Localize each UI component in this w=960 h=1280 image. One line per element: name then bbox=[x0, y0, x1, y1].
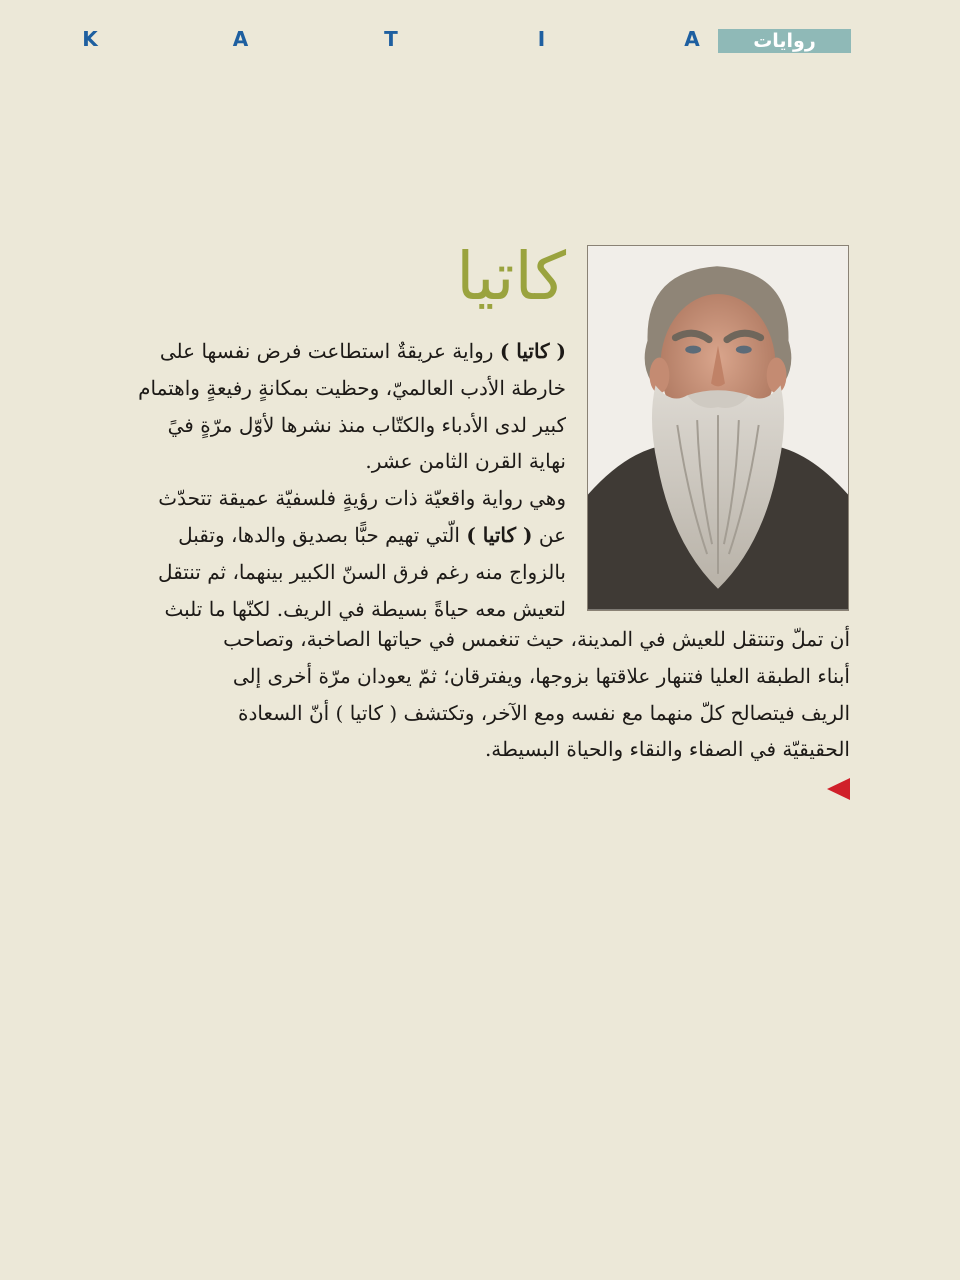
text-fragment: عن bbox=[532, 522, 566, 547]
red-triangle-end-icon bbox=[827, 778, 850, 800]
text-line: الريف فيتصالح كلّ منهما مع نفسه ومع الآخر، وتكتشف ( كاتيا ) أنّ السعادة bbox=[237, 700, 850, 725]
text-line: بالزواج منه رغم فرق السنّ الكبير بينهما، ثم تنتقل bbox=[157, 559, 566, 584]
book-name-bold: ( كاتيا ) bbox=[466, 522, 533, 547]
text-line bbox=[80, 333, 566, 370]
text-line: وهي رواية واقعيّة ذات رؤيةٍ فلسفيّة عميقة تتحدّث bbox=[158, 486, 566, 511]
header-letter: A bbox=[232, 27, 249, 51]
author-portrait-image bbox=[587, 245, 849, 611]
header-letter: A bbox=[684, 27, 700, 51]
text-line bbox=[80, 517, 566, 554]
text-line: نهاية القرن الثامن عشر. bbox=[365, 449, 566, 474]
text-line: أبناء الطبقة العليا فتنهار علاقتها بزوجها، ويفترقان؛ ثمّ يعودان مرّة أخرى إلى bbox=[232, 663, 850, 688]
header-letter: I bbox=[537, 27, 546, 51]
series-label: روايات bbox=[718, 29, 851, 53]
header-title-letters bbox=[80, 26, 702, 52]
text-line: خارطة الأدب العالميّ، وحظيت بمكانةٍ رفيعةٍ واهتمام bbox=[138, 375, 566, 400]
book-name-bold: ( كاتيا ) bbox=[499, 339, 566, 363]
book-title: كاتيا bbox=[456, 238, 566, 315]
description-paragraph-top bbox=[80, 333, 566, 627]
header-letter: K bbox=[82, 27, 98, 51]
header-letter: T bbox=[384, 27, 398, 51]
text-fragment: رواية عريقةٌ استطاعت فرض نفسها على bbox=[159, 339, 500, 363]
text-line: أن تملّ وتنتقل للعيش في المدينة، حيث تنغمس في حياتها الصاخبة، وتصاحب bbox=[223, 627, 850, 651]
description-paragraph-bottom bbox=[80, 621, 850, 768]
text-line: كبير لدى الأدباء والكتّاب منذ نشرها لأوّل مرّةٍ فيً bbox=[167, 412, 566, 437]
text-line: لتعيش معه حياةً بسيطة في الريف. لكنّها ما تلبث bbox=[164, 596, 566, 621]
text-line: الحقيقيّة في الصفاء والنقاء والحياة البسيطة. bbox=[484, 737, 850, 762]
text-fragment: الّتي تهيم حبًّا بصديق والدها، وتقبل bbox=[178, 522, 467, 547]
